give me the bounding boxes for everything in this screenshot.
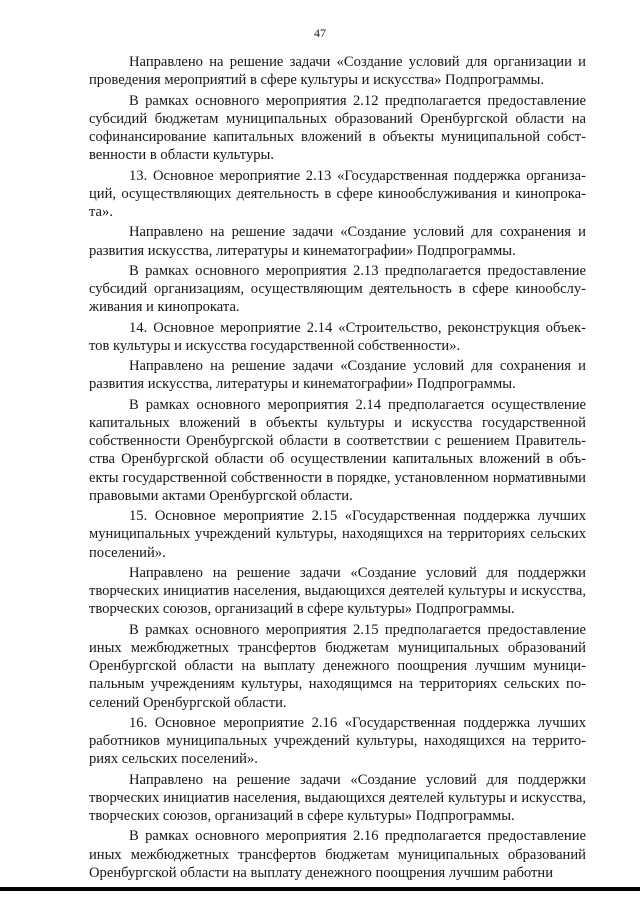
paragraph: 14. Основное мероприятие 2.14 «Строительство, реконструкция объектов культуры и искусства государственной собственности». [89, 319, 586, 354]
page-number: 47 [314, 26, 326, 40]
paragraph: В рамках основного мероприятия 2.14 предполагается осуществление капитальных вложений в объекты культуры и искусства государственной собственности Оренбургской области в соответствии с решением Правительства Оренбургской области об осуществлении капитальных вложений в объекты государственной собственности в порядке, установленном нормативными правовыми актами Оренбургской области. [89, 396, 586, 504]
bottom-border-line [0, 887, 640, 891]
paragraph: Направлено на решение задачи «Создание условий для сохранения и развития искусства, литературы и кинематографии» Подпрограммы. [89, 224, 586, 259]
paragraph: В рамках основного мероприятия 2.12 предполагается предоставление субсидий бюджетам муниципальных образований Оренбургской области на софинансирование капитальных вложений в объекты муниципальной собственности в области культуры. [89, 92, 586, 164]
paragraph: 16. Основное мероприятие 2.16 «Государственная поддержка лучших работников муниципальных учреждений культуры, находящихся на территориях сельских поселений». [89, 714, 586, 768]
document-body [89, 53, 586, 884]
paragraph: 15. Основное мероприятие 2.15 «Государственная поддержка лучших муниципальных учреждений культуры, находящихся на территориях сельских поселений». [89, 508, 586, 561]
paragraph: В рамках основного мероприятия 2.13 предполагается предоставление субсидий организациям, осуществляющим деятельность в сфере кинообслуживания и кинопроката. [89, 262, 586, 316]
paragraph: В рамках основного мероприятия 2.15 предполагается предоставление иных межбюджетных трансфертов бюджетам муниципальных образований Оренбургской области на выплату денежного поощрения лучшим муниципальным учреждениям культуры, находящимся на территориях сельских поселений Оренбургской области. [89, 621, 586, 711]
paragraph: Направлено на решение задачи «Создание условий для поддержки творческих инициатив населения, выдающихся деятелей культуры и искусства, творческих союзов, организаций в сфере культуры» Подпрограммы. [89, 771, 586, 824]
paragraph: 13. Основное мероприятие 2.13 «Государственная поддержка организаций, осуществляющих деятельность в сфере кинообслуживания и кинопроката». [89, 167, 586, 220]
paragraph: В рамках основного мероприятия 2.16 предполагается предоставление иных межбюджетных трансфертов бюджетам муниципальных образований Оренбургской области на выплату денежного поощрения лучшим работни [89, 828, 586, 881]
paragraph: Направлено на решение задачи «Создание условий для сохранения и развития искусства, литературы и кинематографии» Подпрограммы. [89, 358, 586, 393]
paragraph: Направлено на решение задачи «Создание условий для поддержки творческих инициатив населения, выдающихся деятелей культуры и искусства, творческих союзов, организаций в сфере культуры» Подпрограммы. [89, 564, 586, 618]
paragraph: Направлено на решение задачи «Создание условий для организации и проведения мероприятий в сфере культуры и искусства» Подпрограммы. [89, 54, 586, 89]
